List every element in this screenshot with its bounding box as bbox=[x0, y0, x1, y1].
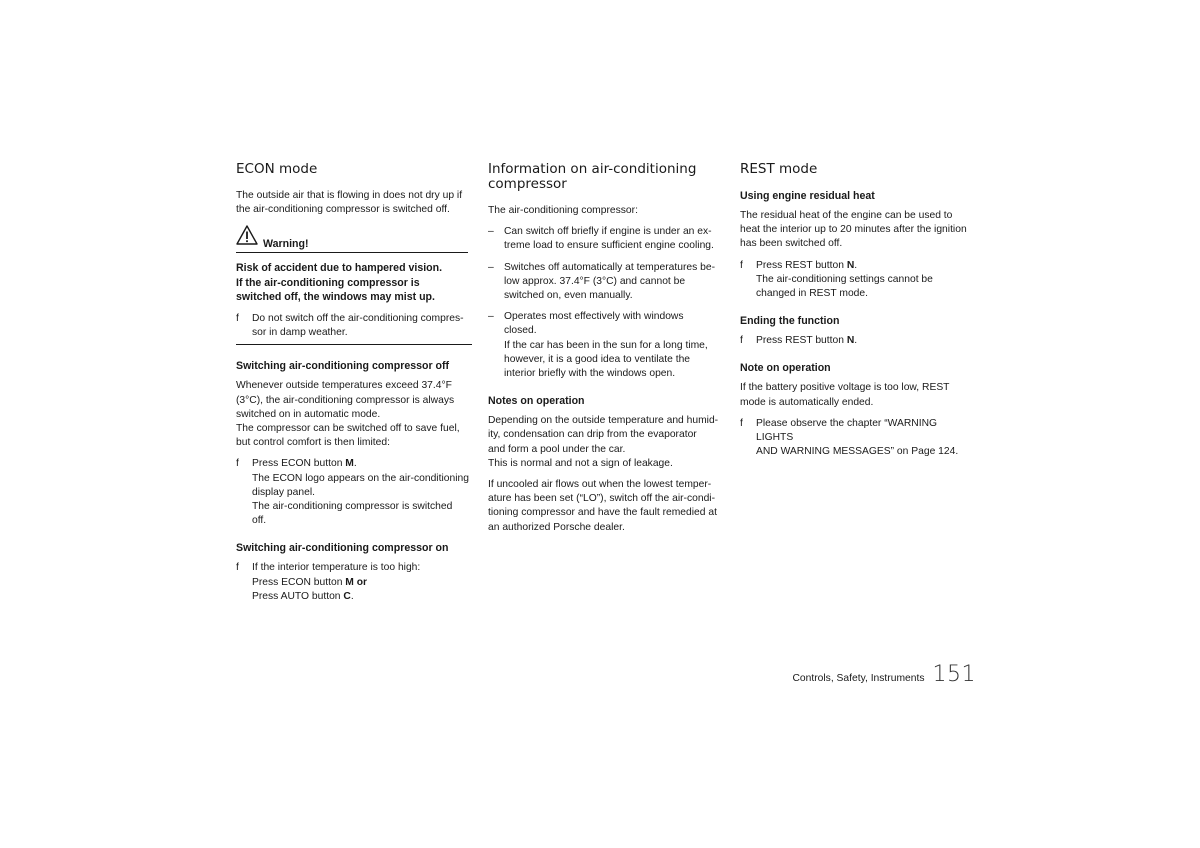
paragraph-uncooled-air: If uncooled air flows out when the lowest temper- ature has been set (“LO”), switch off the air-condi- tioning compressor and have the fault remedied at an authorized Porsche dealer. bbox=[488, 479, 717, 533]
instruction-see-chapter: f Please observe the chapter “WARNING LIGHTS AND WARNING MESSAGES” on Page 124. bbox=[740, 417, 959, 458]
bullet-marker: f bbox=[740, 335, 743, 347]
instruction-econ-on: f If the interior temperature is too high: Press ECON button M or Press AUTO button C. bbox=[236, 562, 421, 602]
instruction-rest-on: f Press REST button N. The air-conditioning settings cannot be changed in REST mode. bbox=[740, 259, 933, 300]
subheading-note-on-operation: Note on operation bbox=[740, 362, 831, 375]
dash-marker: – bbox=[488, 311, 494, 323]
warning-divider bbox=[236, 344, 472, 345]
warning-instruction: f Do not switch off the air-conditioning compres- sor in damp weather. bbox=[236, 313, 464, 339]
list-item: – Operates most effectively with windows closed. If the car has been in the sun for a long time, however, it is a good idea to ventilate the interior briefly with the windows open. bbox=[488, 311, 708, 380]
list-item: – Can switch off briefly if engine is under an ex- treme load to ensure sufficient engine cooling. bbox=[488, 226, 714, 252]
paragraph-econ-intro: The outside air that is flowing in does not dry up if the air-conditioning compressor is switched off. bbox=[236, 190, 463, 216]
section-heading-rest-mode: REST mode bbox=[740, 161, 818, 177]
instruction-econ-off: f Press ECON button M. The ECON logo appears on the air-conditioning display panel. The air-conditioning compressor is switched off. bbox=[236, 458, 469, 527]
paragraph-battery-voltage: If the battery positive voltage is too low, REST mode is automatically ended. bbox=[740, 382, 950, 408]
list-item: – Switches off automatically at temperatures be- low approx. 37.4°F (3°C) and cannot be switched on, even manually. bbox=[488, 261, 715, 302]
bullet-marker: f bbox=[740, 259, 743, 271]
column-compressor-info bbox=[488, 162, 724, 542]
subheading-notes-on-operation: Notes on operation bbox=[488, 395, 585, 408]
dash-marker: – bbox=[488, 226, 494, 238]
subheading-compressor-on: Switching air-conditioning compressor on bbox=[236, 542, 449, 555]
subheading-compressor-off: Switching air-conditioning compressor off bbox=[236, 360, 450, 373]
column-rest-mode bbox=[740, 162, 976, 466]
section-heading-econ-mode: ECON mode bbox=[236, 161, 318, 177]
bullet-marker: f bbox=[236, 313, 239, 325]
paragraph-condensation: Depending on the outside temperature and humid- ity, condensation can drip from the evaporator and form a pool under the car. This is normal and not a sign of leakage. bbox=[488, 415, 719, 469]
paragraph-compressor-intro: The air-conditioning compressor: bbox=[488, 205, 638, 216]
subheading-ending-function: Ending the function bbox=[740, 315, 840, 328]
bullet-marker: f bbox=[236, 458, 239, 470]
column-econ-mode bbox=[236, 162, 472, 611]
footer-section-title: Controls, Safety, Instruments bbox=[792, 673, 925, 684]
bullet-marker: f bbox=[236, 562, 239, 574]
section-heading-compressor-info: Information on air-conditioning compressor bbox=[488, 161, 697, 192]
bullet-marker: f bbox=[740, 417, 743, 429]
subheading-residual-heat: Using engine residual heat bbox=[740, 190, 875, 202]
warning-triangle-icon bbox=[236, 225, 258, 250]
paragraph-compressor-off: Whenever outside temperatures exceed 37.4°F (3°C), the air-conditioning compressor is always switched on in automatic mode. The compressor can be switched off to save fuel, but control comfort is then limited: bbox=[236, 380, 460, 449]
warning-title: Warning! bbox=[263, 238, 309, 251]
page-footer bbox=[790, 662, 976, 687]
warning-text: Risk of accident due to hampered vision. If the air-conditioning compressor is switched off, the windows may mist up. bbox=[236, 262, 443, 303]
instruction-rest-off: f Press REST button N. bbox=[740, 334, 976, 348]
dash-marker: – bbox=[488, 261, 494, 273]
warning-header bbox=[236, 225, 468, 253]
paragraph-residual-heat: The residual heat of the engine can be used to heat the interior up to 20 minutes after the ignition has been switched off. bbox=[740, 210, 967, 250]
page-number: 151 bbox=[932, 662, 976, 687]
